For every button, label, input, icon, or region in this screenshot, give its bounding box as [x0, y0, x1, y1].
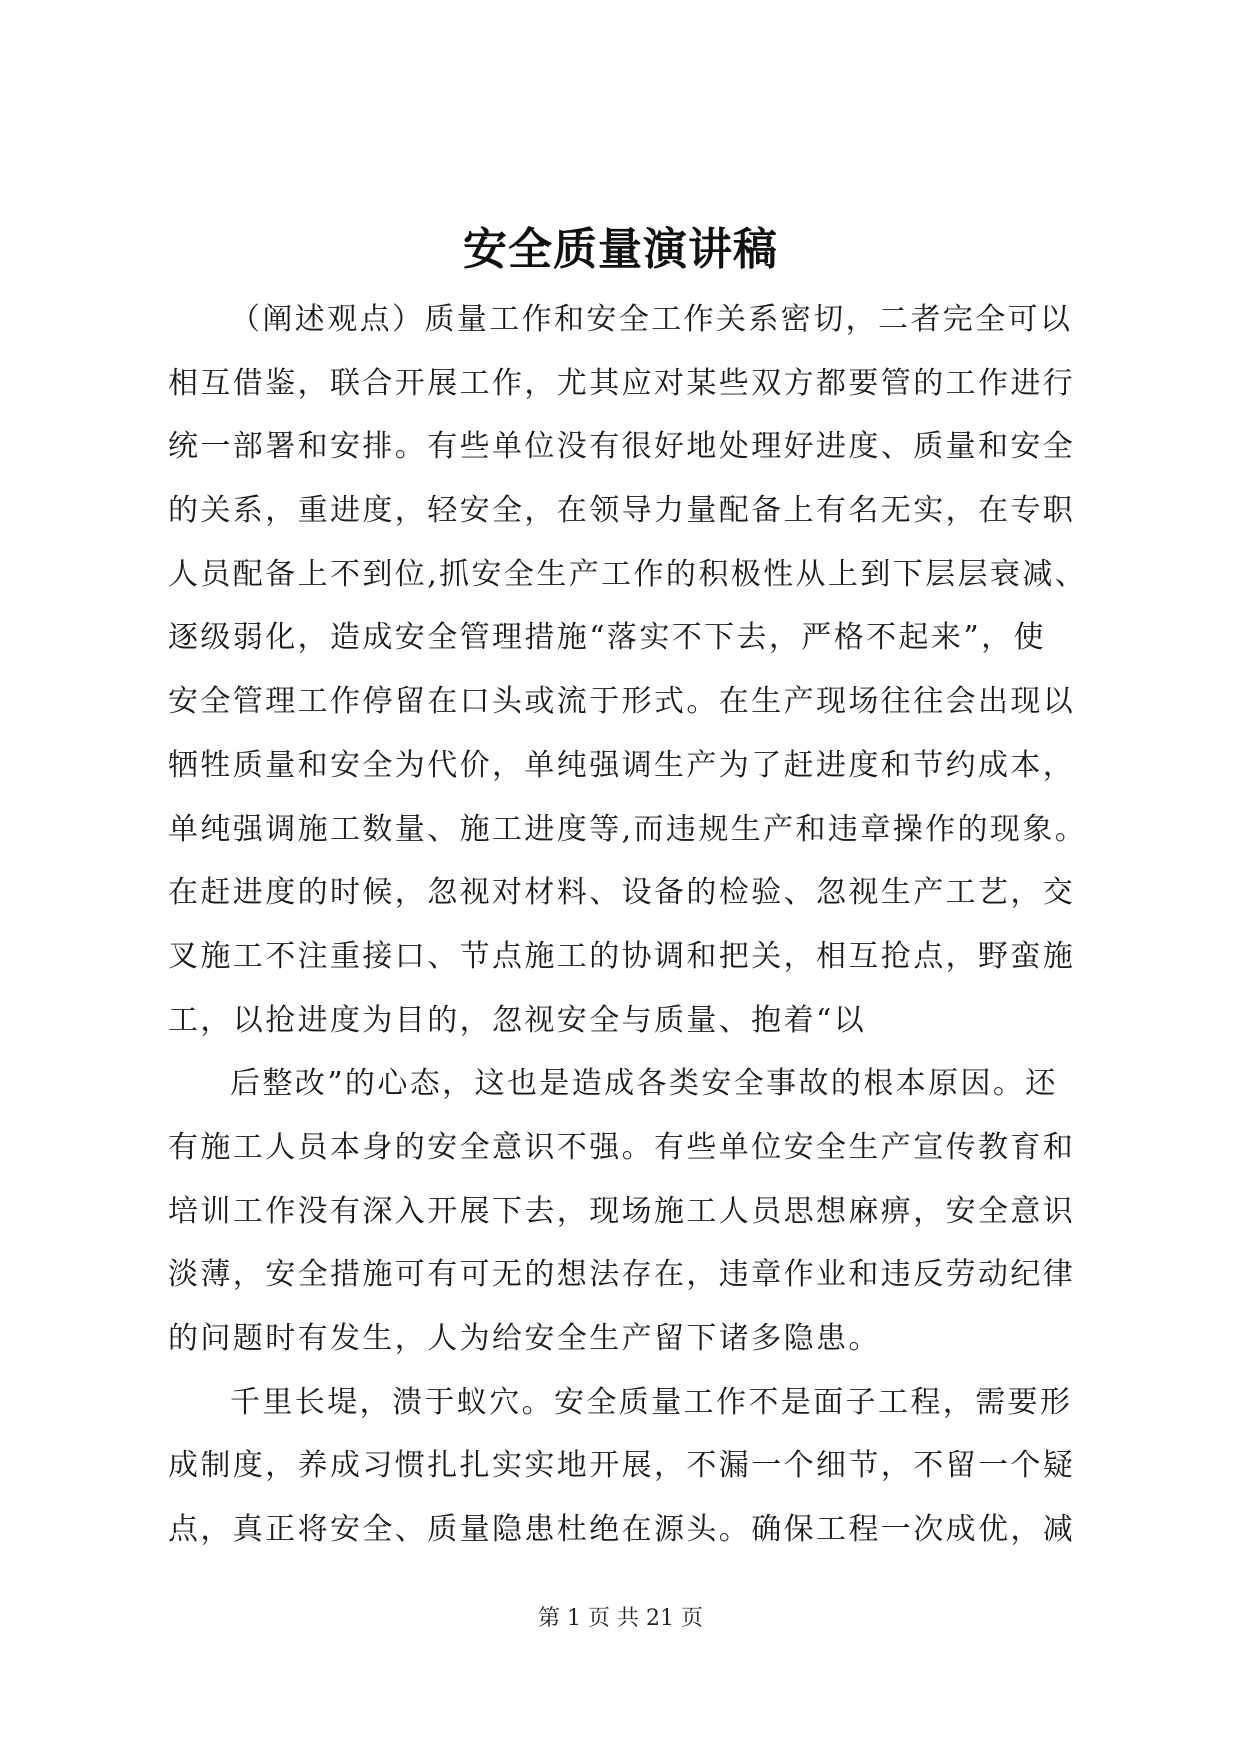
body-line: 在赶进度的时候，忽视对材料、设备的检验、忽视生产工艺，交 — [168, 875, 1076, 911]
body-line: 统一部署和安排。有些单位没有很好地处理好进度、质量和安全 — [168, 429, 1076, 465]
page-footer — [0, 1604, 1241, 1634]
document-body — [168, 288, 1088, 1562]
body-line: 安全管理工作停留在口头或流于形式。在生产现场往往会出现以 — [168, 684, 1076, 720]
body-line: 成制度，养成习惯扎扎实实地开展，不漏一个细节，不留一个疑 — [168, 1448, 1076, 1484]
body-line: 逐级弱化，造成安全管理措施“落实不下去，严格不起来”，使 — [168, 620, 1046, 656]
body-line: 工，以抢进度为目的，忽视安全与质量、抱着“以 — [168, 1002, 867, 1038]
page-number: 第 1 页 共 21 页 — [538, 1606, 703, 1631]
body-line: 人员配备上不到位,抓安全生产工作的积极性从上到下层层衰减、 — [168, 556, 1088, 592]
body-line: 相互借鉴，联合开展工作，尤其应对某些双方都要管的工作进行 — [168, 365, 1076, 401]
body-line: 点，真正将安全、质量隐患杜绝在源头。确保工程一次成优，减 — [168, 1512, 1076, 1548]
body-line: 后整改”的心态，这也是造成各类安全事故的根本原因。还 — [230, 1066, 1058, 1102]
body-line: 叉施工不注重接口、节点施工的协调和把关，相互抢点，野蛮施 — [168, 938, 1076, 974]
body-line: 的关系，重进度，轻安全，在领导力量配备上有名无实，在专职 — [168, 493, 1076, 529]
body-line: 的问题时有发生，人为给安全生产留下诸多隐患。 — [168, 1321, 881, 1356]
document-title: 安全质量演讲稿 — [463, 224, 778, 275]
body-line: 牺牲质量和安全为代价，单纯强调生产为了赶进度和节约成本， — [168, 747, 1076, 783]
body-line: 单纯强调施工数量、施工进度等,而违规生产和违章操作的现象。 — [168, 811, 1088, 847]
body-line: 淡薄，安全措施可有可无的想法存在，违章作业和违反劳动纪律 — [168, 1257, 1076, 1293]
body-line: 有施工人员本身的安全意识不强。有些单位安全生产宣传教育和 — [168, 1129, 1076, 1165]
body-line: （阐述观点）质量工作和安全工作关系密切，二者完全可以 — [230, 302, 1073, 337]
body-line: 培训工作没有深入开展下去，现场施工人员思想麻痹，安全意识 — [168, 1193, 1076, 1229]
body-line: 千里长堤，溃于蚁穴。安全质量工作不是面子工程，需要形 — [230, 1384, 1073, 1420]
